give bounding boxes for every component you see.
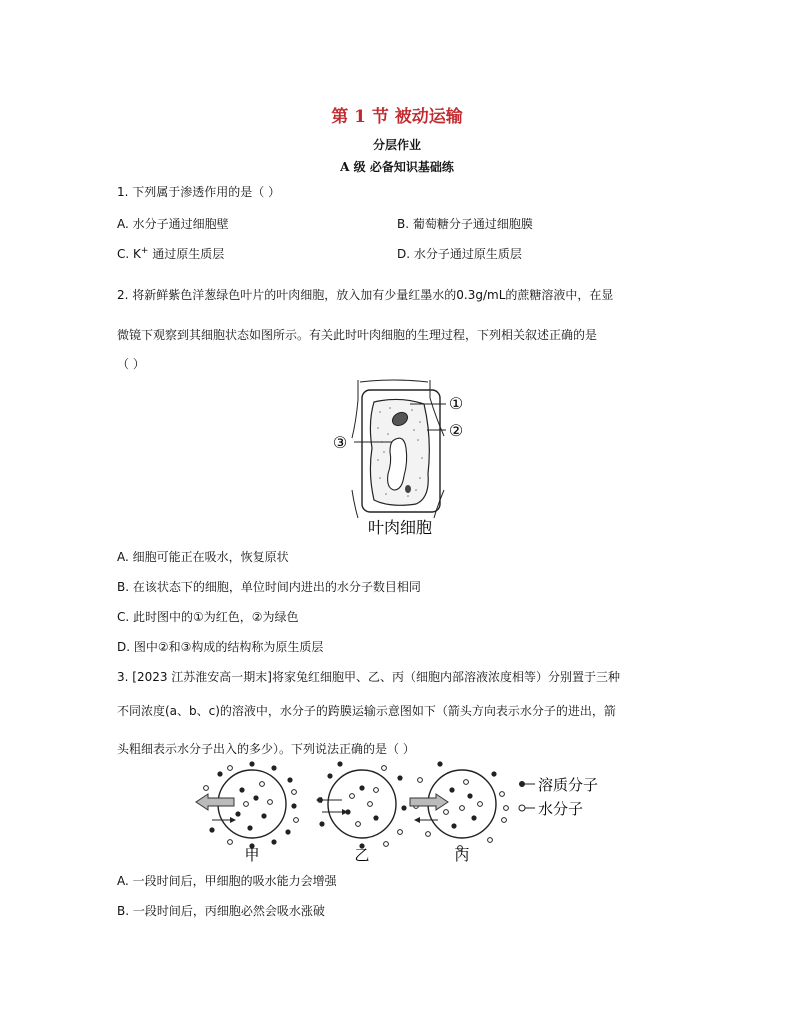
q2-stem-line2: 微镜下观察到其细胞状态如图所示。有关此时叶肉细胞的生理过程，下列相关叙述正确的是 (117, 328, 598, 342)
cell-label-yi: 乙 (354, 846, 370, 864)
q1-option-c (117, 245, 224, 262)
q3-option-a: A. 一段时间后，甲细胞的吸水能力会增强 (117, 874, 337, 888)
legend-water-label: 水分子 (538, 800, 584, 818)
figure-label-2: ② (448, 421, 464, 440)
q2-stem-line1: 2. 将新鲜紫色洋葱绿色叶片的叶肉细胞，放入加有少量红墨水的0.3g/mL的蔗糖溶液中，在显 (117, 288, 614, 302)
q1-option-b: B. 葡萄糖分子通过细胞膜 (397, 217, 533, 231)
q2-option-b: B. 在该状态下的细胞，单位时间内进出的水分子数目相同 (117, 580, 421, 594)
legend-solute-label: 溶质分子 (538, 776, 599, 794)
red-blood-cell-figure (190, 760, 640, 866)
q3-stem-line2: 不同浓度(a、b、c)的溶液中，水分子的跨膜运输示意图如下（箭头方向表示水分子的进出，箭 (117, 704, 616, 718)
cell-wall-neighbor-line (430, 380, 444, 436)
cell-wall-neighbor-line (352, 380, 358, 438)
page-title: 第 1 节 被动运输 (331, 107, 463, 127)
q1-option-c-suffix: 通过原生质层 (148, 247, 225, 261)
figure-label-3: ③ (332, 433, 348, 452)
arrow-head (414, 817, 420, 823)
q2-option-a: A. 细胞可能正在吸水，恢复原状 (117, 550, 289, 564)
q3-stem-line3: 头粗细表示水分子出入的多少）。下列说法正确的是（ ） (117, 742, 415, 756)
q1-stem: 1. 下列属于渗透作用的是（ ） (117, 185, 281, 199)
legend-solute-dot (519, 781, 525, 787)
cell-wall-neighbor-line (434, 490, 444, 518)
q1-option-a: A. 水分子通过细胞壁 (117, 217, 229, 231)
q3-stem-line1: 3. [2023 江苏淮安高一期末]将家兔红细胞甲、乙、丙（细胞内部溶液浓度相等）分别置于三种 (117, 670, 620, 684)
cell-yi-membrane (328, 770, 396, 838)
cell-yi (316, 761, 407, 848)
cell-wall-neighbor-line (360, 380, 428, 382)
cell-jia (196, 761, 298, 848)
figure-label-1: ① (448, 394, 464, 413)
q1-option-d: D. 水分子通过原生质层 (397, 247, 522, 261)
figure-caption: 叶肉细胞 (367, 518, 433, 537)
q2-stem-line3: （ ） (117, 357, 145, 371)
q1-option-c-superscript: + (140, 246, 149, 256)
q2-option-c: C. 此时图中的①为红色，②为绿色 (117, 610, 299, 624)
mesophyll-cell-figure (320, 378, 480, 540)
arrow-head (230, 817, 236, 823)
chloroplast (405, 485, 411, 493)
legend-water-dot (519, 805, 525, 811)
cell-label-jia: 甲 (244, 846, 260, 864)
q3-option-b: B. 一段时间后，丙细胞必然会吸水涨破 (117, 904, 325, 918)
q1-option-c-prefix: C. K (117, 247, 141, 261)
q2-option-d: D. 图中②和③构成的结构称为原生质层 (117, 640, 324, 654)
cell-bing (410, 761, 508, 850)
section-subtitle: 分层作业 (372, 138, 421, 152)
thick-arrow-out (196, 794, 234, 810)
level-heading: A 级 必备知识基础练 (340, 160, 454, 174)
cell-label-bing: 丙 (454, 846, 470, 864)
cell-wall-neighbor-line (352, 490, 358, 518)
